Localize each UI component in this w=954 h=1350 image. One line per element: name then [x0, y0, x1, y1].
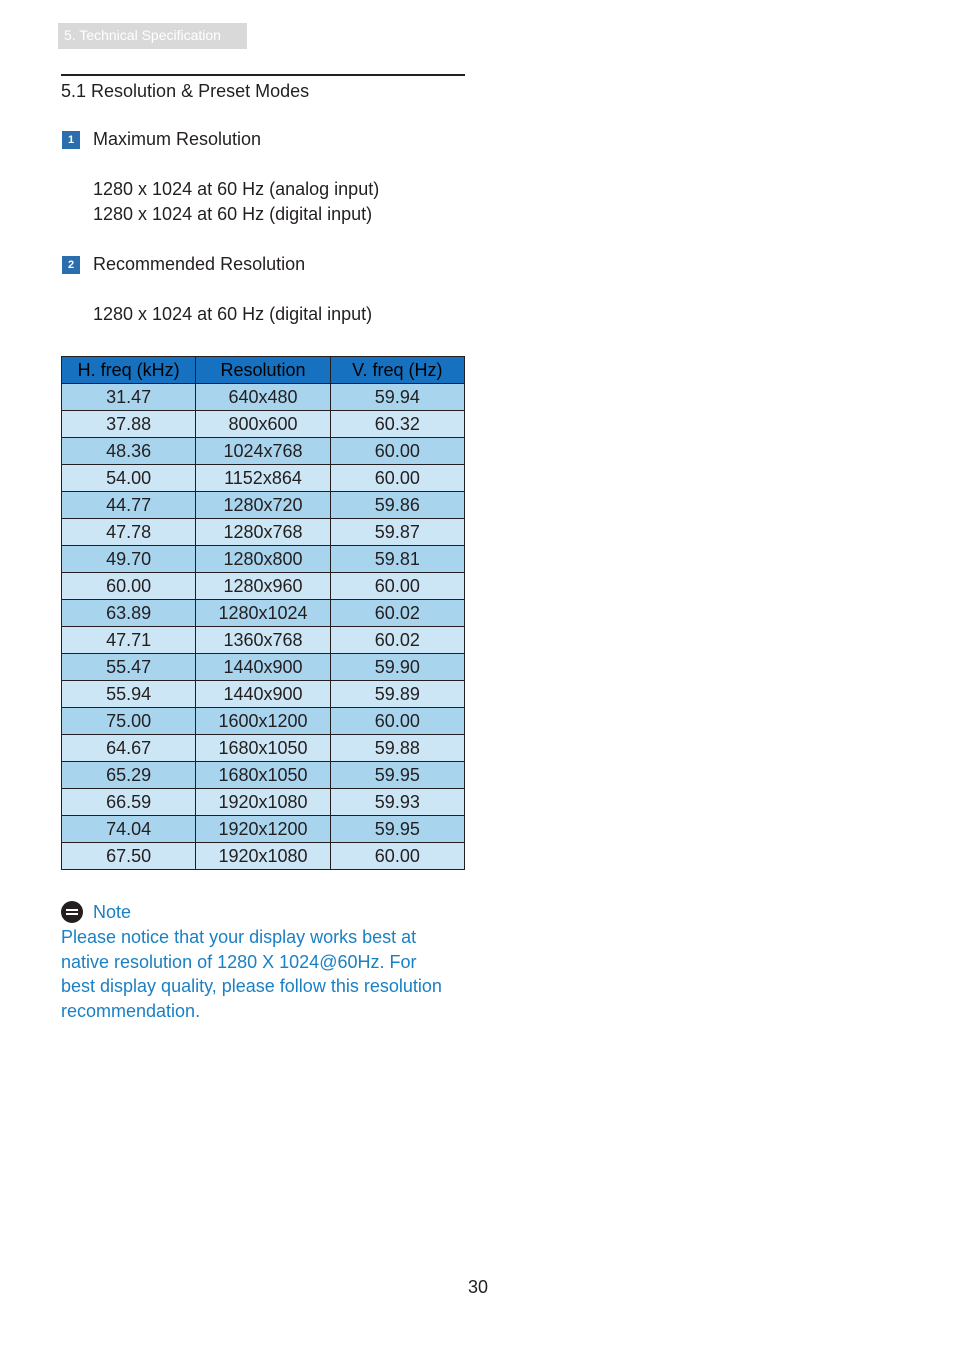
cell-resolution: 1280x960: [196, 573, 330, 600]
item-1-title: Maximum Resolution: [93, 129, 262, 149]
cell-h-freq: 65.29: [62, 762, 196, 789]
item-1-line-1: 1280 x 1024 at 60 Hz (analog input): [93, 179, 380, 199]
cell-h-freq: 48.36: [62, 438, 196, 465]
cell-v-freq: 60.00: [330, 708, 464, 735]
cell-resolution: 1152x864: [196, 465, 330, 492]
cell-h-freq: 44.77: [62, 492, 196, 519]
item-1-number-badge: 1: [62, 131, 80, 149]
cell-v-freq: 60.00: [330, 573, 464, 600]
table-body: [62, 384, 465, 870]
cell-resolution: 1600x1200: [196, 708, 330, 735]
table-row: [62, 789, 465, 816]
cell-h-freq: 47.78: [62, 519, 196, 546]
item-2-title: Recommended Resolution: [93, 254, 306, 274]
column-header-v-freq: V. freq (Hz): [330, 357, 464, 384]
table-row: [62, 762, 465, 789]
cell-resolution: 1024x768: [196, 438, 330, 465]
cell-v-freq: 59.95: [330, 762, 464, 789]
cell-resolution: 1280x720: [196, 492, 330, 519]
table-row: [62, 708, 465, 735]
cell-v-freq: 60.00: [330, 438, 464, 465]
item-2-number-badge: 2: [62, 256, 80, 274]
table-header-row: [62, 357, 465, 384]
note-line: Please notice that your display works best at: [61, 927, 417, 947]
section-title: 5.1 Resolution & Preset Modes: [61, 81, 310, 101]
cell-v-freq: 60.02: [330, 600, 464, 627]
cell-v-freq: 59.94: [330, 384, 464, 411]
cell-h-freq: 67.50: [62, 843, 196, 870]
cell-v-freq: 59.81: [330, 546, 464, 573]
cell-h-freq: 47.71: [62, 627, 196, 654]
cell-h-freq: 75.00: [62, 708, 196, 735]
cell-v-freq: 60.00: [330, 465, 464, 492]
cell-v-freq: 59.86: [330, 492, 464, 519]
cell-h-freq: 66.59: [62, 789, 196, 816]
cell-v-freq: 59.95: [330, 816, 464, 843]
cell-h-freq: 37.88: [62, 411, 196, 438]
note-title: Note: [93, 902, 132, 922]
cell-resolution: 1920x1080: [196, 789, 330, 816]
cell-resolution: 1680x1050: [196, 762, 330, 789]
table-row: [62, 816, 465, 843]
cell-resolution: 1680x1050: [196, 735, 330, 762]
note-body: [61, 925, 461, 1023]
cell-resolution: 1280x1024: [196, 600, 330, 627]
cell-resolution: 1280x800: [196, 546, 330, 573]
cell-h-freq: 74.04: [62, 816, 196, 843]
column-header-h-freq: H. freq (kHz): [62, 357, 196, 384]
note-line: recommendation.: [61, 1000, 201, 1021]
cell-resolution: 1920x1080: [196, 843, 330, 870]
table-row: [62, 492, 465, 519]
cell-h-freq: 49.70: [62, 546, 196, 573]
cell-resolution: 1280x768: [196, 519, 330, 546]
cell-h-freq: 55.47: [62, 654, 196, 681]
table-row: [62, 654, 465, 681]
table-row: [62, 519, 465, 546]
table-row: [62, 465, 465, 492]
preset-modes-table: [61, 356, 465, 870]
cell-resolution: 1360x768: [196, 627, 330, 654]
cell-h-freq: 63.89: [62, 600, 196, 627]
cell-v-freq: 59.93: [330, 789, 464, 816]
column-header-resolution: Resolution: [196, 357, 330, 384]
table-row: [62, 546, 465, 573]
table-row: [62, 681, 465, 708]
table-row: [62, 573, 465, 600]
section-rule: [61, 74, 465, 76]
cell-h-freq: 54.00: [62, 465, 196, 492]
cell-h-freq: 55.94: [62, 681, 196, 708]
item-2-line-1: 1280 x 1024 at 60 Hz (digital input): [93, 304, 373, 324]
table-row: [62, 600, 465, 627]
item-1-line-2: 1280 x 1024 at 60 Hz (digital input): [93, 204, 373, 224]
cell-h-freq: 60.00: [62, 573, 196, 600]
cell-resolution: 800x600: [196, 411, 330, 438]
cell-resolution: 1440x900: [196, 654, 330, 681]
note-line: best display quality, please follow this resolution: [61, 976, 442, 996]
table-row: [62, 843, 465, 870]
note-icon: [61, 901, 83, 923]
cell-v-freq: 59.88: [330, 735, 464, 762]
table-row: [62, 627, 465, 654]
cell-v-freq: 60.02: [330, 627, 464, 654]
cell-h-freq: 64.67: [62, 735, 196, 762]
cell-resolution: 1440x900: [196, 681, 330, 708]
cell-h-freq: 31.47: [62, 384, 196, 411]
table-row: [62, 438, 465, 465]
note-line: native resolution of 1280 X 1024@60Hz. For: [61, 951, 417, 972]
cell-v-freq: 60.32: [330, 411, 464, 438]
table-row: [62, 384, 465, 411]
cell-v-freq: 59.87: [330, 519, 464, 546]
cell-v-freq: 60.00: [330, 843, 464, 870]
table-row: [62, 411, 465, 438]
table-row: [62, 735, 465, 762]
cell-resolution: 640x480: [196, 384, 330, 411]
cell-v-freq: 59.89: [330, 681, 464, 708]
cell-resolution: 1920x1200: [196, 816, 330, 843]
page-number: 30: [468, 1277, 489, 1297]
header-section-tab: 5. Technical Specification: [58, 23, 247, 49]
cell-v-freq: 59.90: [330, 654, 464, 681]
